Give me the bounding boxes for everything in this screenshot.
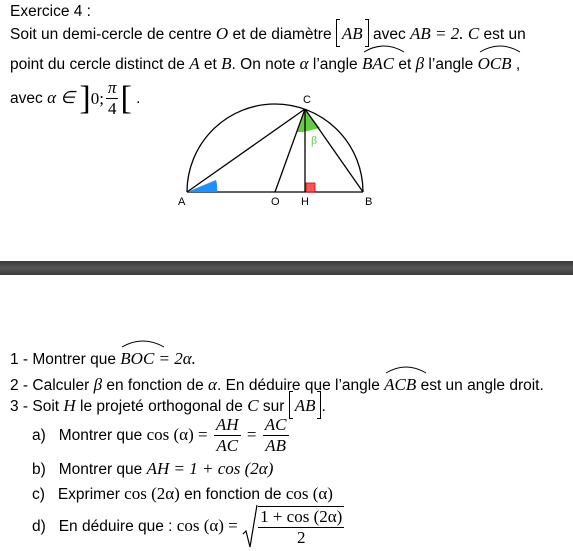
intro-line-3: avec α ∈ ]0; $\frac{\pi}{4}$ [ . — [10, 78, 141, 119]
angle-BAC: BAC — [362, 50, 394, 74]
label-B: B — [365, 196, 373, 208]
fraction-AH-AC: $\frac{AH}{AC}$ — [215, 415, 239, 456]
question-3: 3 - Soit H le projeté orthogonal de C sur AB . — [10, 396, 326, 415]
fraction-under-root: $\frac{1 + \cos (2\alpha)}{2}$ — [260, 506, 343, 547]
question-3c: c) Exprimer cos (2α) en fonction de cos (α) — [32, 484, 333, 503]
label-O: O — [271, 196, 280, 208]
label-C: C — [303, 94, 311, 106]
square-root — [242, 504, 346, 550]
label-A: A — [178, 196, 186, 208]
section-divider — [0, 261, 573, 275]
segment-AB: AB — [336, 24, 369, 44]
label-alpha: α — [210, 177, 217, 191]
question-1: 1 - Montrer que BOC = 2α. — [10, 345, 196, 370]
fraction-AC-AB: $\frac{AC}{AB}$ — [264, 415, 287, 456]
figure-svg — [170, 92, 390, 212]
close-bracket: [ — [120, 79, 132, 117]
segment-OC — [275, 109, 305, 192]
segment-CB — [305, 109, 363, 192]
segment-AC — [187, 109, 305, 192]
radical-sign — [242, 504, 258, 550]
exercise-title: Exercice 4 : — [10, 3, 91, 20]
question-3b: b) Montrer que AH = 1 + cos (2α) — [32, 459, 274, 478]
open-bracket: ] — [79, 79, 91, 117]
semicircle-figure — [170, 92, 390, 217]
intro-line-2: point du cercle distinct de A et B. On note α l’angle BAC et β l’angle OCB , — [10, 50, 520, 75]
angle-BOC: BOC — [120, 345, 154, 369]
question-3a: a) Montrer que cos (α) = $\frac{AH}{AC}$ = $\frac{AC}{AB}$ — [32, 415, 287, 456]
right-angle-marker — [306, 183, 315, 192]
intro-line-1: Soit un demi-cercle de centre O et de diamètre AB avec AB = 2. C est un — [10, 24, 526, 43]
question-2: 2 - Calculer β en fonction de α. En déduire que l’angle ACB est un angle droit. — [10, 371, 544, 396]
segment-AB-q3: AB — [289, 396, 322, 416]
label-H: H — [301, 196, 309, 208]
angle-OCB: OCB — [478, 50, 512, 74]
question-3d: d) En déduire que : cos (α) = $\frac{1 + \cos (2\alpha)}{2}$ — [32, 503, 346, 549]
pi-over-four: $\frac{\pi}{4}$ — [107, 78, 117, 119]
label-beta: β — [311, 133, 318, 147]
angle-ACB: ACB — [384, 371, 416, 395]
